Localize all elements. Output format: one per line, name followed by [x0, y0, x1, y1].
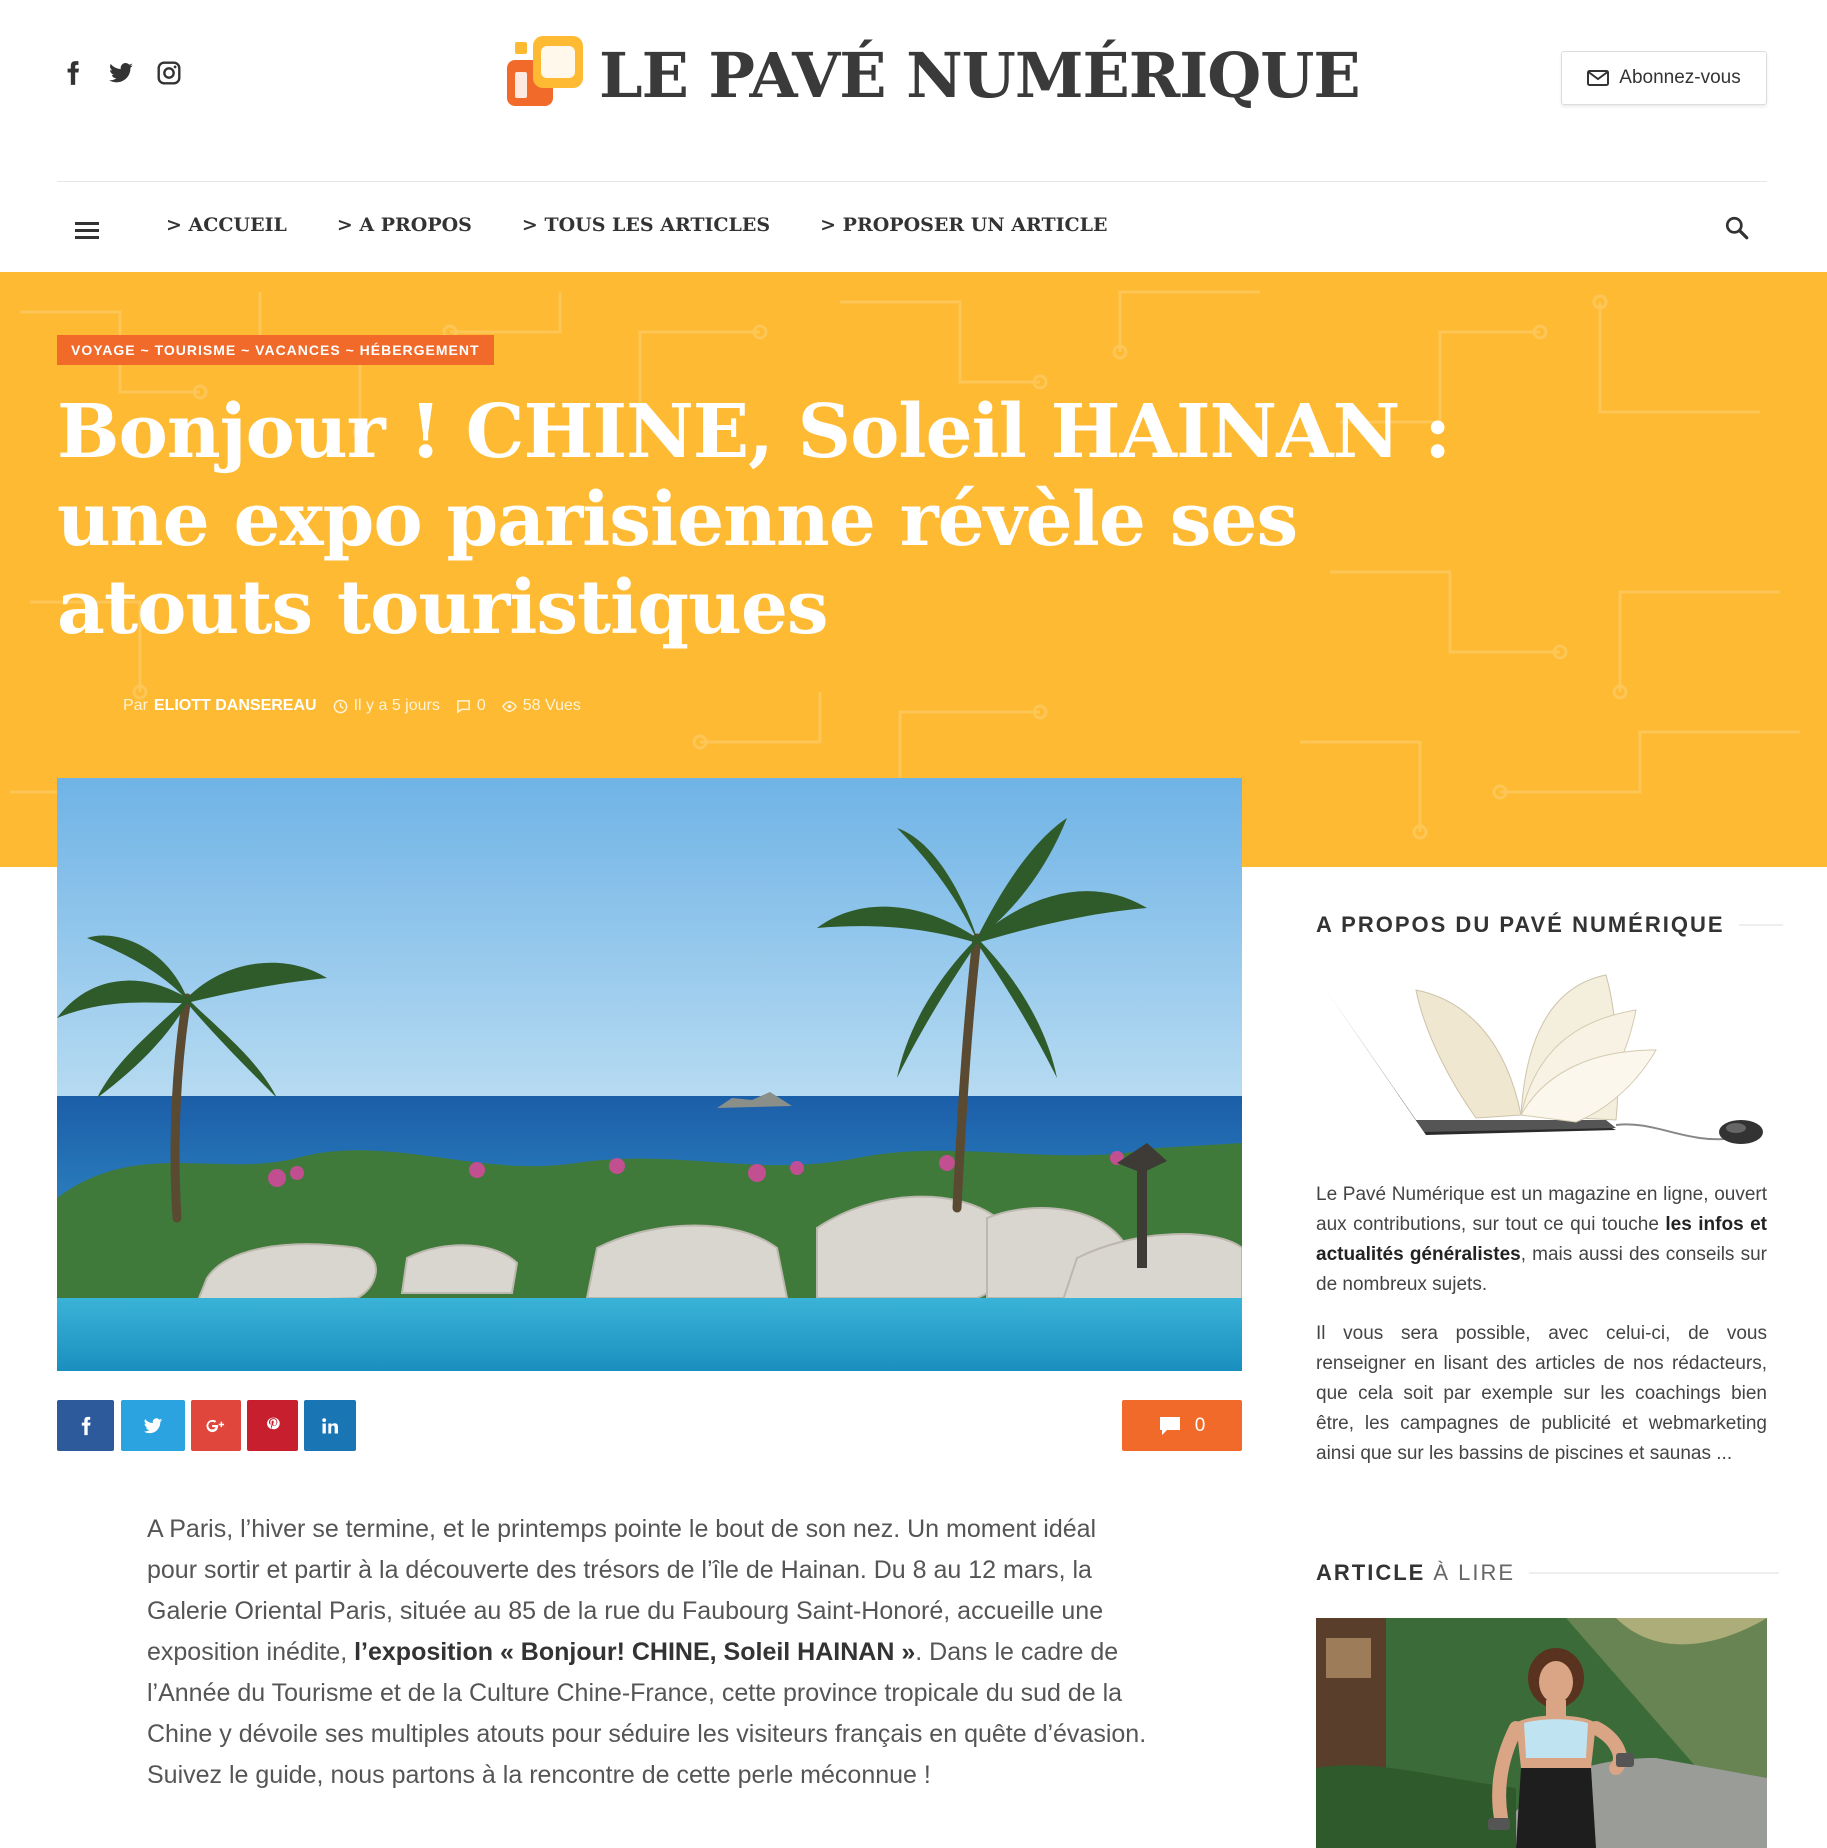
- eye-icon: [502, 699, 517, 714]
- share-linkedin-button[interactable]: [304, 1400, 356, 1451]
- subscribe-label: Abonnez-vous: [1619, 67, 1741, 88]
- sidebar-heading-text: A PROPOS DU PAVÉ NUMÉRIQUE: [1316, 912, 1725, 937]
- google-plus-icon: [206, 1416, 226, 1436]
- paragraph-bold-text: l’exposition « Bonjour! CHINE, Soleil HAINAN »: [354, 1638, 916, 1666]
- laptop-book-image: [1316, 970, 1767, 1160]
- main-nav: [0, 182, 1827, 272]
- logo-text: LE PAVÉ NUMÉRIQUE: [599, 38, 1360, 112]
- paragraph-text: A Paris, l’hiver se termine, et le printemps pointe le bout de son nez. Un moment idéal pour sortir et partir à la découverte des trésors de l’île de Hainan. Du 8 au 12 mars, la Galerie Oriental Paris, située au 85 de la rue du Faubourg Saint-Honoré, accueille une exposition inédite,: [147, 1515, 1104, 1666]
- article-title: Bonjour ! CHINE, Soleil HAINAN : une expo parisienne révèle ses atouts touristiques: [57, 389, 1451, 651]
- read-heading-bold: ARTICLE: [1316, 1560, 1426, 1585]
- about-bold-text: les infos et actualités généralistes: [1316, 1214, 1767, 1265]
- meta-date: Il y a 5 jours: [353, 697, 440, 714]
- clock-icon: [333, 699, 348, 714]
- about-text: , mais aussi des conseils sur de nombreux sujets.: [1316, 1244, 1767, 1295]
- meta-views: 58 Vues: [522, 697, 581, 714]
- search-icon[interactable]: [1724, 215, 1750, 241]
- share-facebook-button[interactable]: [57, 1400, 114, 1451]
- sidebar-about-text-1: [1316, 1180, 1767, 1300]
- nav-item-a-propos[interactable]: > A PROPOS: [336, 214, 472, 236]
- nav-items: [166, 214, 1107, 236]
- menu-icon[interactable]: [75, 222, 99, 238]
- subscribe-button[interactable]: [1561, 51, 1767, 105]
- featured-article-image[interactable]: [1316, 1618, 1767, 1848]
- twitter-icon: [143, 1416, 163, 1436]
- mail-icon: [1587, 70, 1609, 86]
- category-badge[interactable]: VOYAGE ~ TOURISME ~ VACANCES ~ HÉBERGEMENT: [57, 335, 494, 365]
- pinterest-icon: [263, 1416, 283, 1436]
- comments-count-button[interactable]: [1122, 1400, 1242, 1451]
- instagram-icon[interactable]: [156, 60, 182, 86]
- comment-icon: [456, 699, 471, 714]
- nav-item-tous-les-articles[interactable]: > TOUS LES ARTICLES: [521, 214, 771, 236]
- speech-bubble-icon: [1159, 1416, 1181, 1436]
- sidebar-read-heading: [1316, 1560, 1779, 1586]
- twitter-icon[interactable]: [108, 60, 134, 86]
- site-logo[interactable]: [507, 36, 1360, 114]
- meta-by-prefix: Par: [123, 697, 148, 714]
- article-featured-image: [57, 778, 1242, 1371]
- meta-author[interactable]: ELIOTT DANSEREAU: [153, 697, 317, 714]
- share-googleplus-button[interactable]: [191, 1400, 241, 1451]
- share-twitter-button[interactable]: [121, 1400, 185, 1451]
- sidebar-about-heading: [1316, 912, 1783, 938]
- site-header: [0, 0, 1827, 182]
- facebook-icon[interactable]: [60, 60, 86, 86]
- about-text: Le Pavé Numérique est un magazine en ligne, ouvert aux contributions, sur tout ce qui touche: [1316, 1184, 1767, 1235]
- facebook-icon: [76, 1416, 96, 1436]
- article-paragraph: [147, 1509, 1147, 1796]
- article-meta: [123, 697, 581, 715]
- article-body: [147, 1509, 1147, 1796]
- nav-item-accueil[interactable]: > ACCUEIL: [166, 214, 287, 236]
- logo-mark-icon: [507, 36, 585, 114]
- linkedin-icon: [320, 1416, 340, 1436]
- heading-rule: [1739, 924, 1783, 926]
- paragraph-text: . Dans le cadre de l’Année du Tourisme et de la Culture Chine-France, cette province tropicale du sud de la Chine y dévoile ses multiples atouts pour séduire les visiteurs français en quête d’évasion. Suivez le guide, nous partons à la rencontre de cette perle méconnue !: [147, 1638, 1147, 1789]
- comments-count: 0: [1194, 1414, 1206, 1436]
- social-links: [60, 60, 182, 86]
- share-pinterest-button[interactable]: [247, 1400, 298, 1451]
- meta-comments[interactable]: 0: [476, 697, 486, 714]
- read-heading-light: À LIRE: [1433, 1560, 1516, 1585]
- nav-item-proposer-un-article[interactable]: > PROPOSER UN ARTICLE: [820, 214, 1108, 236]
- sidebar-about-text-2: Il vous sera possible, avec celui-ci, de vous renseigner en lisant des articles de nos rédacteurs, que cela soit par exemple sur les coachings bien être, les campagnes de publicité et webmarketing ainsi que sur les bassins de piscines et saunas ...: [1316, 1323, 1767, 1464]
- heading-rule: [1529, 1572, 1779, 1574]
